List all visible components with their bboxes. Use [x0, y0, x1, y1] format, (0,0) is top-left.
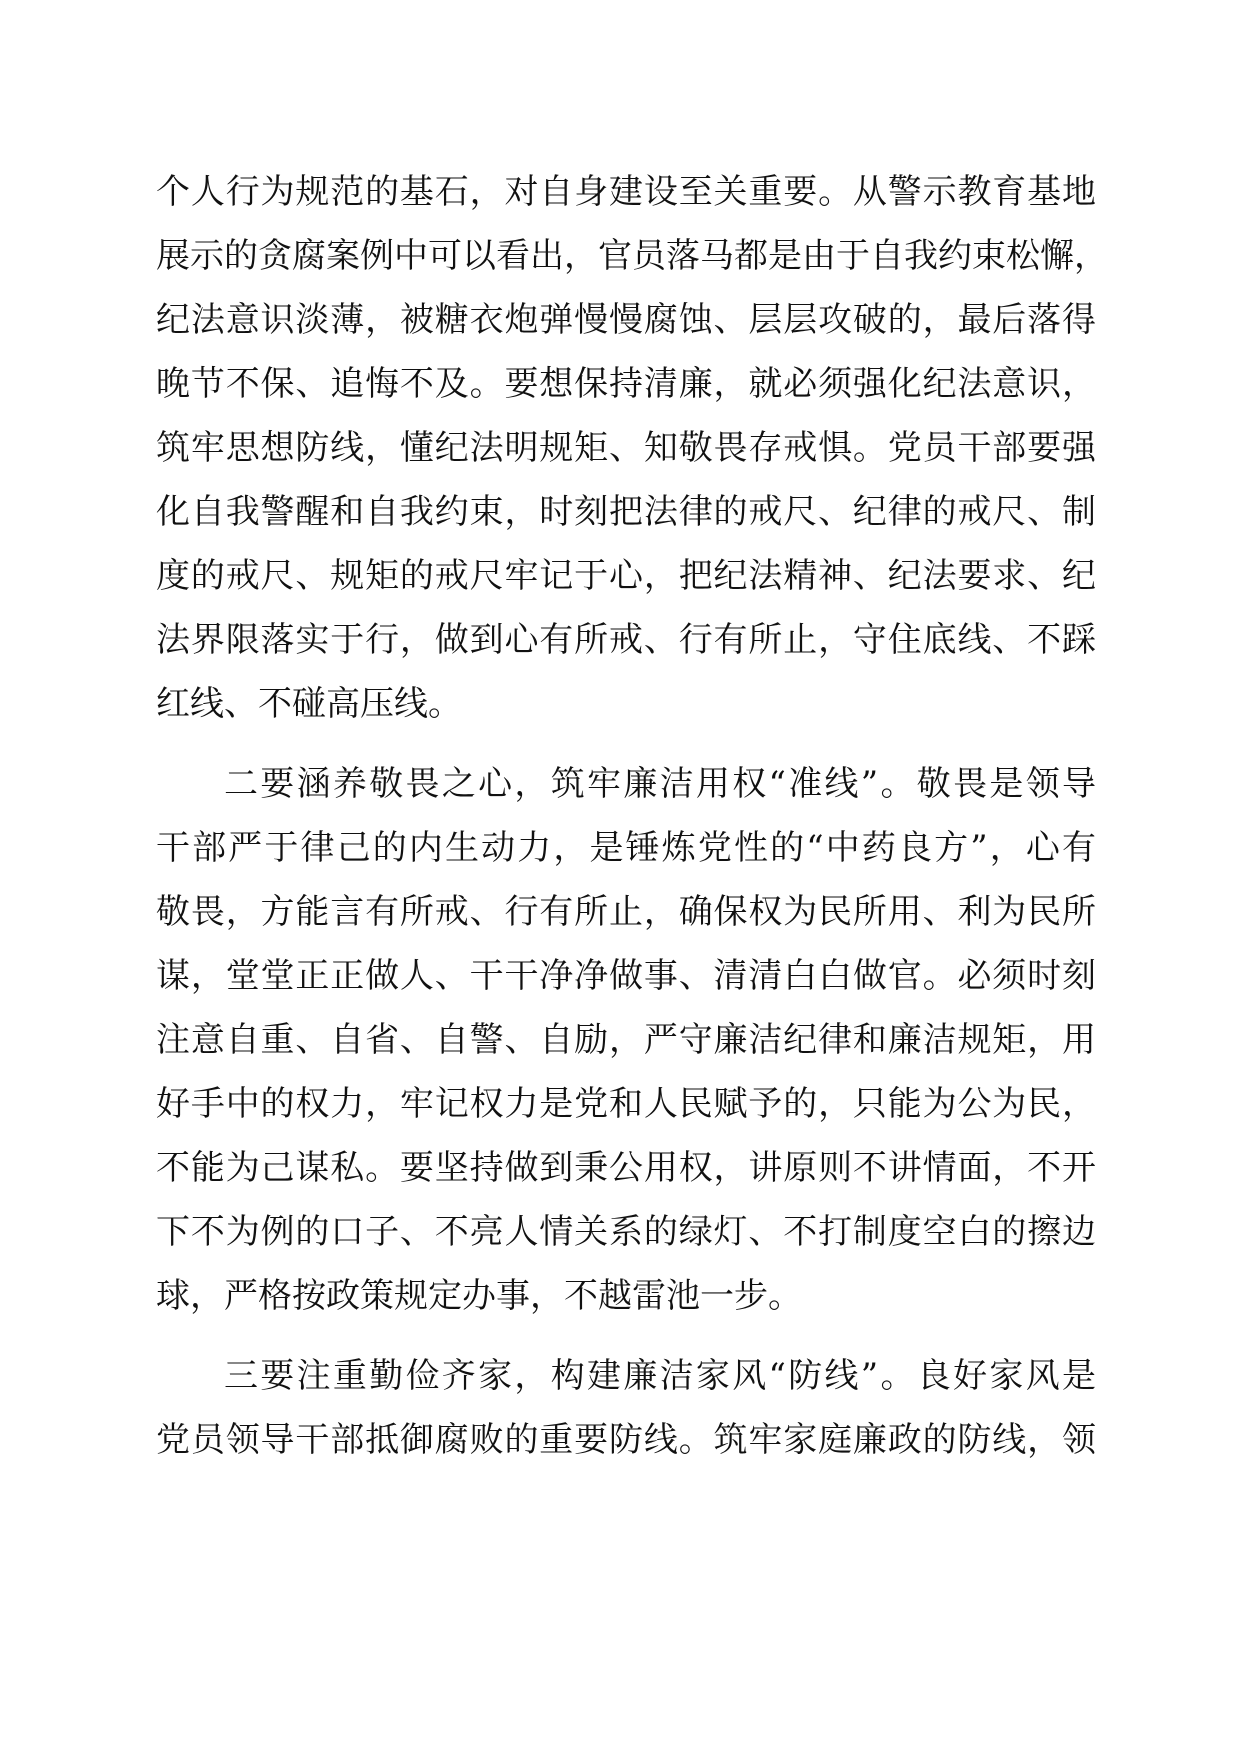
paragraph-line: 不能为己谋私。要坚持做到秉公用权，讲原则不讲情面，不开 [156, 1148, 1096, 1188]
paragraph-line: 球，严格按政策规定办事，不越雷池一步。 [156, 1276, 802, 1316]
paragraph-line: 度的戒尺、规矩的戒尺牢记于心，把纪法精神、纪法要求、纪 [156, 556, 1096, 596]
paragraph-line: 下不为例的口子、不亮人情关系的绿灯、不打制度空白的擦边 [156, 1212, 1096, 1252]
paragraph-line: 个人行为规范的基石，对自身建设至关重要。从警示教育基地 [156, 172, 1096, 212]
paragraph-line: 敬畏，方能言有所戒、行有所止，确保权为民所用、利为民所 [156, 892, 1096, 932]
paragraph-line: 晚节不保、追悔不及。要想保持清廉，就必须强化纪法意识， [156, 364, 1096, 404]
paragraph-line: 法界限落实于行，做到心有所戒、行有所止，守住底线、不踩 [156, 620, 1096, 660]
paragraph-line: 党员领导干部抵御腐败的重要防线。筑牢家庭廉政的防线，领 [156, 1420, 1096, 1460]
paragraph-line: 化自我警醒和自我约束，时刻把法律的戒尺、纪律的戒尺、制 [156, 492, 1096, 532]
paragraph-line: 干部严于律己的内生动力，是锤炼党性的“中药良方”，心有 [156, 828, 1096, 868]
paragraph-line: 展示的贪腐案例中可以看出，官员落马都是由于自我约束松懈， [156, 236, 1108, 276]
paragraph-line: 二要涵养敬畏之心，筑牢廉洁用权“准线”。敬畏是领导 [224, 764, 1096, 804]
paragraph-line: 注意自重、自省、自警、自励，严守廉洁纪律和廉洁规矩，用 [156, 1020, 1096, 1060]
paragraph-line: 筑牢思想防线，懂纪法明规矩、知敬畏存戒惧。党员干部要强 [156, 428, 1096, 468]
paragraph-line: 三要注重勤俭齐家，构建廉洁家风“防线”。良好家风是 [224, 1356, 1096, 1396]
paragraph-line: 纪法意识淡薄，被糖衣炮弹慢慢腐蚀、层层攻破的，最后落得 [156, 300, 1096, 340]
paragraph-line: 好手中的权力，牢记权力是党和人民赋予的，只能为公为民， [156, 1084, 1096, 1124]
paragraph-line: 红线、不碰高压线。 [156, 684, 462, 724]
paragraph-line: 谋，堂堂正正做人、干干净净做事、清清白白做官。必须时刻 [156, 956, 1096, 996]
